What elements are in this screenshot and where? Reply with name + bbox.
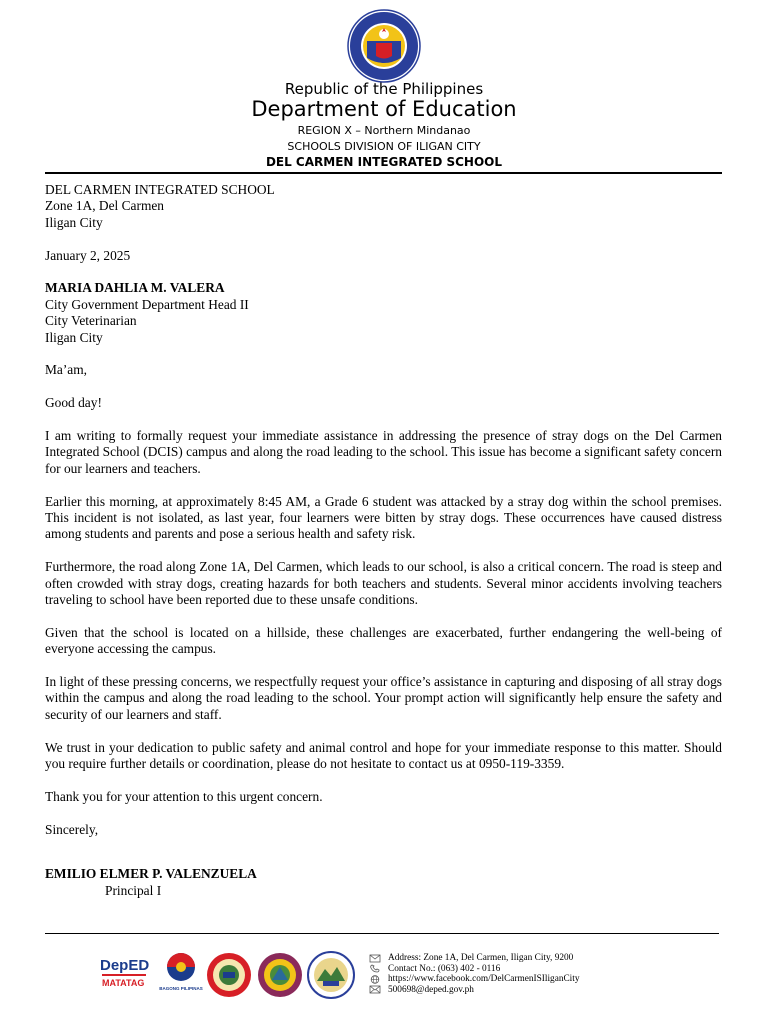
footer-divider [45,933,719,934]
paragraph: In light of these pressing concerns, we respectfully request your office’s assistance in capturing and disposing of all stray dogs within the campus and along the road leading to the school. Your prompt action will significantly help ensure the safety and security of our learners and staff. [45,674,722,722]
contact-info [369,953,580,995]
paragraph: Thank you for your attention to this urgent concern. [45,788,323,804]
footer-email[interactable]: 500698@deped.gov.ph [388,984,474,995]
recipient-city: Iligan City [45,329,103,345]
closing: Sincerely, [45,821,99,837]
contact-address-row [369,953,580,964]
sender-address-1: Zone 1A, Del Carmen [45,198,164,214]
sender-address-2: Iligan City [45,214,103,230]
paragraph: Given that the school is located on a hillside, these challenges are exacerbated, further endangering the well-being of everyone accessing the campus. [45,624,722,657]
salutation: Ma’am, [45,362,88,378]
globe-icon [369,975,381,984]
bagong-logo-text: BAGONG PILIPINAS [159,986,203,991]
header-division: SCHOOLS DIVISION OF ILIGAN CITY [287,140,481,153]
footer-contact: Contact No.: (063) 402 - 0116 [388,963,501,974]
footer-address: Address: Zone 1A, Del Carmen, Iligan City, 9200 [388,953,574,963]
division-seal-logo [206,952,252,998]
location-icon [369,954,381,963]
signatory-title: Principal I [105,883,162,898]
sender-school: DEL CARMEN INTEGRATED SCHOOL [45,182,275,197]
header-region: REGION X – Northern Mindanao [297,124,471,137]
school-seal-logo [307,951,355,999]
paragraph: I am writing to formally request your immediate assistance in addressing the presence of stray dogs on the Del Carmen Integrated School (DCIS) campus and along the road leading to the school. This issue has become a significant safety concern for our learners and teachers. [45,428,722,476]
recipient-title-2: City Veterinarian [45,313,137,329]
letter-body [45,182,722,854]
header-republic: Republic of the Philippines [284,80,484,98]
bagong-pilipinas-logo [158,950,204,994]
deped-seal-logo [340,8,428,84]
deped-logo-text: DepED [100,957,150,974]
header-department: Department of Education [251,97,517,121]
contact-phone-row [369,964,580,975]
contact-web-row [369,974,580,985]
email-icon [369,985,381,994]
paragraph: Earlier this morning, at approximately 8:45 AM, a Grade 6 student was attacked by a stray dog within the school premises. This incident is not isolated, as last year, four learners were bitten by stray dogs. These occurrences have caused distress among students and parents and pose a serious health and safety risk. [45,493,722,542]
footer-facebook-link[interactable]: https://www.facebook.com/DelCarmenISIliganCity [388,974,580,984]
contact-email-row [369,985,580,996]
phone-icon [369,964,381,973]
header-divider [45,172,722,174]
letter-date: January 2, 2025 [45,247,131,263]
header-school: DEL CARMEN INTEGRATED SCHOOL [265,155,503,169]
paragraph: We trust in your dedication to public safety and animal control and hope for your immediate response to this matter. Should you require further details or coordination, please do not hesitate to contact us at 0950-119-3359. [45,739,722,772]
recipient-title-1: City Government Department Head II [45,296,249,312]
paragraph: Furthermore, the road along Zone 1A, Del Carmen, which leads to our school, is also a critical concern. The road is steep and often crowded with stray dogs, creating hazards for both teachers and students. Several minor accidents involving teachers traveling to school have been reported due to these unsafe conditions. [45,559,722,608]
deped-logo-subtext: MATATAG [102,978,145,988]
deped-matatag-logo [98,950,150,994]
signatory-name: EMILIO ELMER P. VALENZUELA [45,866,257,881]
recipient-name: MARIA DAHLIA M. VALERA [45,280,225,296]
iligan-seal-logo [257,952,303,998]
greeting: Good day! [45,395,102,411]
recipient-block [45,280,722,346]
sender-block [45,182,722,231]
